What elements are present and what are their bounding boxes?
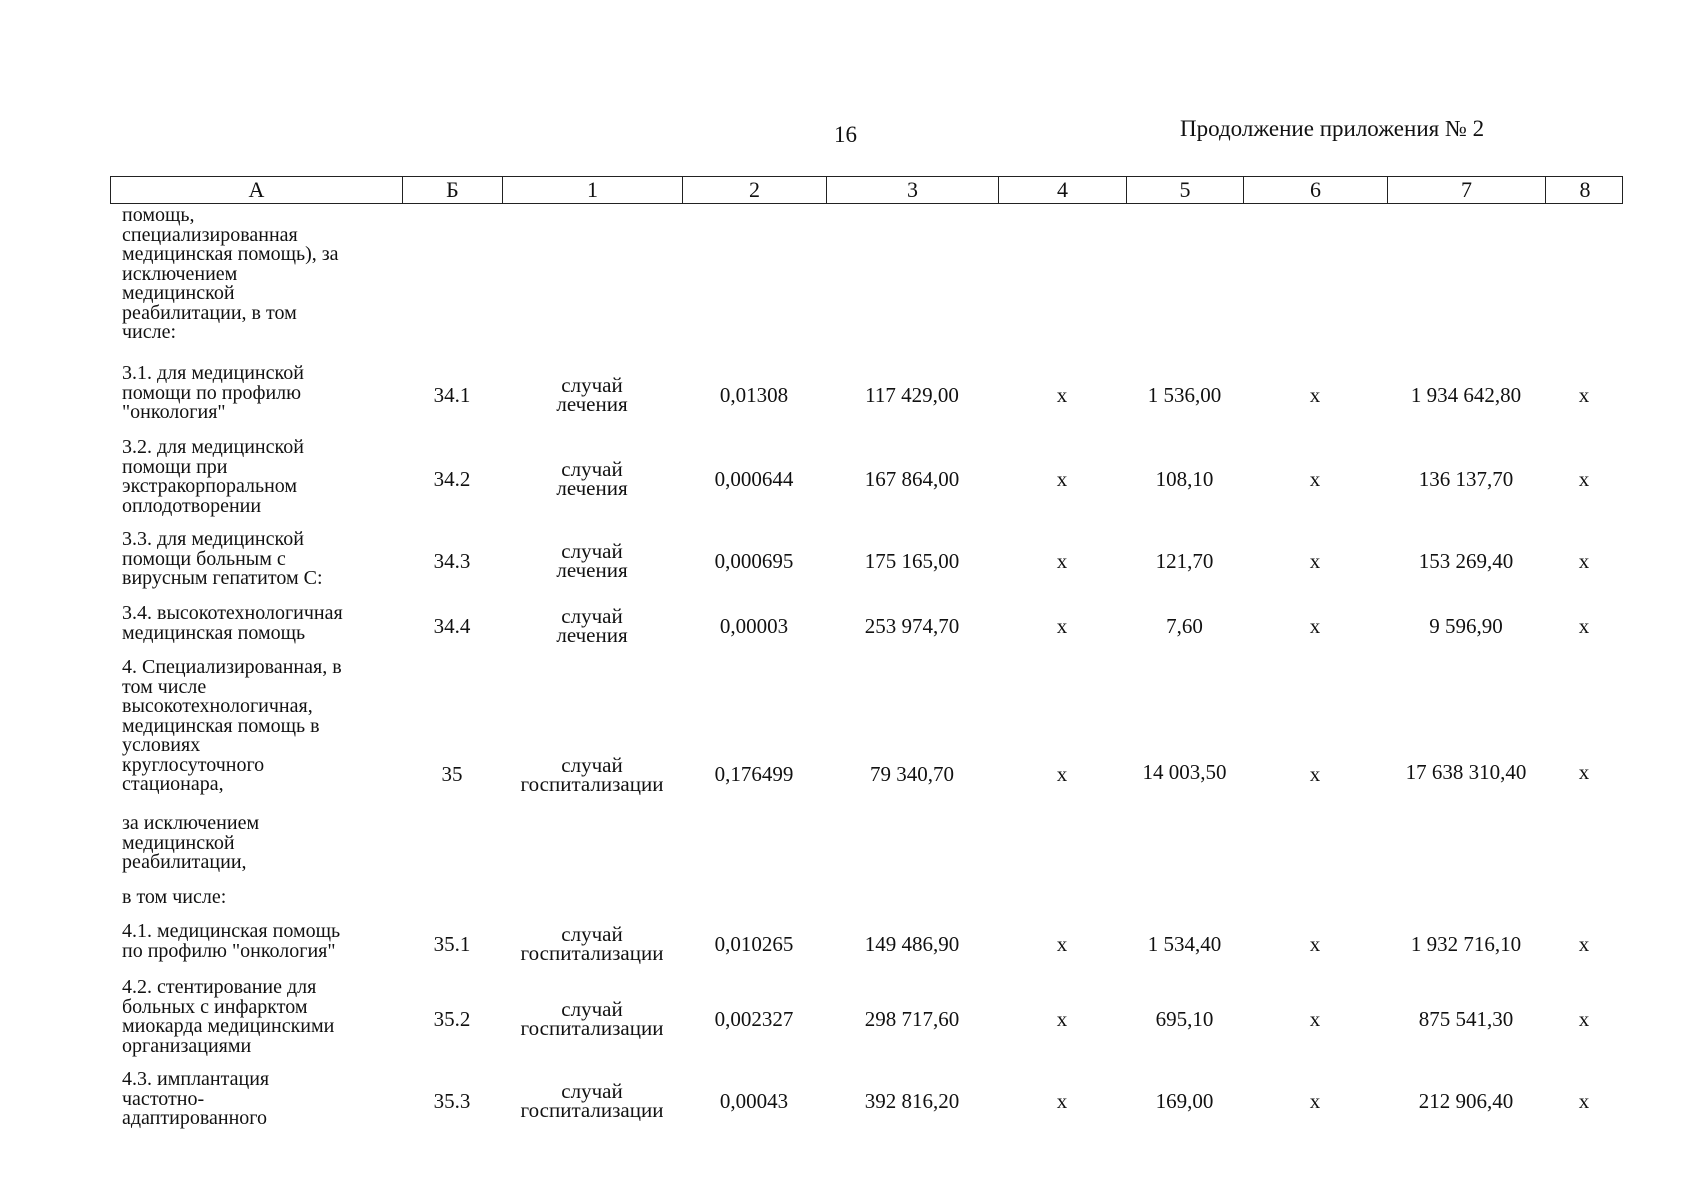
row-unit: случай лечения [556, 457, 628, 500]
column-header-2: 2 [683, 177, 827, 203]
row-col-7: 9 596,90 [1429, 614, 1503, 638]
row-col-2: 0,176499 [714, 762, 794, 786]
row-name: 3.4. высокотехнологичная медицинская помощь [122, 602, 343, 644]
row-col-8: х [1578, 1089, 1590, 1113]
table-row [0, 206, 1701, 352]
row-col-2: 0,01308 [719, 383, 789, 407]
row-name: помощь, специализированная медицинская помощь), за исключением медицинской реабилитации, в том числе: [122, 204, 339, 343]
page-number: 16 [834, 122, 857, 147]
row-name: за исключением медицинской реабилитации, [122, 812, 260, 873]
row-col-2: 0,00043 [719, 1089, 789, 1113]
row-name: 4. Специализированная, в том числе высокотехнологичная, медицинская помощь в условиях круглосуточного стационара, [122, 656, 342, 795]
row-col-3: 175 165,00 [864, 549, 960, 573]
row-col-4: х [1056, 1089, 1068, 1113]
row-col-7: 875 541,30 [1418, 1007, 1514, 1031]
row-col-5: 108,10 [1155, 467, 1214, 491]
column-header-a: А [111, 177, 403, 203]
row-col-2: 0,000695 [714, 549, 794, 573]
row-unit: случай лечения [556, 373, 628, 416]
table-row [0, 364, 1701, 426]
row-col-6: х [1309, 614, 1321, 638]
row-col-6: х [1309, 549, 1321, 573]
row-col-3: 117 429,00 [865, 383, 959, 407]
row-col-5: 121,70 [1155, 549, 1214, 573]
column-header-7: 7 [1388, 177, 1546, 203]
column-header-1: 1 [503, 177, 683, 203]
row-col-2: 0,002327 [714, 1007, 794, 1031]
row-col-3: 149 486,90 [864, 932, 960, 956]
table-row [0, 814, 1701, 876]
row-col-4: х [1056, 762, 1068, 786]
row-unit: случай лечения [556, 539, 628, 582]
row-code: 34.4 [433, 614, 471, 638]
row-name: 4.2. стентирование для больных с инфарктом миокарда медицинскими организациями [122, 976, 335, 1057]
row-col-3: 392 816,20 [864, 1089, 960, 1113]
column-header-4: 4 [999, 177, 1127, 203]
table-row [0, 530, 1701, 592]
row-col-5: 7,60 [1166, 614, 1203, 638]
table-row [0, 1070, 1701, 1132]
row-col-7: 17 638 310,40 [1405, 760, 1527, 784]
row-col-4: х [1056, 932, 1068, 956]
column-header-b: Б [403, 177, 503, 203]
column-header-5: 5 [1127, 177, 1244, 203]
row-col-7: 212 906,40 [1418, 1089, 1514, 1113]
table-row [0, 888, 1701, 912]
row-col-8: х [1578, 383, 1590, 407]
row-col-3: 298 717,60 [864, 1007, 960, 1031]
table-row [0, 978, 1701, 1060]
row-col-5: 14 003,50 [1142, 760, 1227, 784]
column-header-8: 8 [1579, 177, 1591, 202]
row-code: 34.1 [433, 383, 471, 407]
table-row [0, 438, 1701, 520]
row-col-8: х [1578, 1007, 1590, 1031]
row-col-5: 1 534,40 [1147, 932, 1222, 956]
row-col-8: х [1578, 760, 1590, 784]
row-col-2: 0,00003 [719, 614, 789, 638]
row-name: 3.2. для медицинской помощи при экстракорпоральном оплодотворении [122, 436, 304, 517]
row-col-8: х [1578, 932, 1590, 956]
row-unit: случай лечения [556, 604, 628, 647]
row-col-6: х [1309, 762, 1321, 786]
row-col-4: х [1056, 467, 1068, 491]
appendix-continuation-header: Продолжение приложения № 2 [1180, 116, 1485, 141]
row-col-3: 253 974,70 [864, 614, 960, 638]
row-col-4: х [1056, 549, 1068, 573]
row-col-2: 0,000644 [714, 467, 794, 491]
row-col-8: х [1578, 467, 1590, 491]
row-name: 4.1. медицинская помощь по профилю "онкология" [122, 920, 341, 962]
column-header-3: 3 [827, 177, 999, 203]
row-col-4: х [1056, 614, 1068, 638]
table-column-header [110, 176, 1623, 204]
row-code: 35.1 [433, 932, 471, 956]
row-code: 35.2 [433, 1007, 471, 1031]
row-col-7: 1 934 642,80 [1410, 383, 1522, 407]
row-name: 4.3. имплантация частотно- адаптированного [122, 1068, 270, 1129]
row-unit: случай госпитализации [520, 1079, 664, 1122]
table-row [0, 604, 1701, 648]
row-col-8: х [1578, 614, 1590, 638]
row-unit: случай госпитализации [520, 753, 664, 796]
row-code: 35 [441, 762, 463, 786]
row-col-6: х [1309, 1007, 1321, 1031]
row-col-6: х [1309, 383, 1321, 407]
row-col-8: х [1578, 549, 1590, 573]
row-col-5: 169,00 [1155, 1089, 1214, 1113]
row-name: в том числе: [122, 886, 227, 908]
row-col-3: 79 340,70 [870, 762, 954, 786]
table-row [0, 922, 1701, 966]
row-col-7: 153 269,40 [1418, 549, 1514, 573]
row-code: 34.3 [433, 549, 471, 573]
row-col-5: 1 536,00 [1147, 383, 1222, 407]
row-col-2: 0,010265 [714, 932, 794, 956]
row-col-7: 136 137,70 [1418, 467, 1514, 491]
row-col-6: х [1309, 467, 1321, 491]
row-col-7: 1 932 716,10 [1410, 932, 1522, 956]
row-unit: случай госпитализации [520, 997, 664, 1040]
row-name: 3.3. для медицинской помощи больным с вирусным гепатитом С: [122, 528, 323, 589]
column-header-6: 6 [1244, 177, 1388, 203]
row-col-4: х [1056, 1007, 1068, 1031]
row-code: 34.2 [433, 467, 471, 491]
row-col-5: 695,10 [1155, 1007, 1214, 1031]
row-col-4: х [1056, 383, 1068, 407]
row-col-3: 167 864,00 [864, 467, 960, 491]
row-name: 3.1. для медицинской помощи по профилю "онкология" [122, 362, 304, 423]
row-code: 35.3 [433, 1089, 471, 1113]
table-row [0, 658, 1701, 806]
row-col-6: х [1309, 932, 1321, 956]
row-col-6: х [1309, 1089, 1321, 1113]
row-unit: случай госпитализации [520, 922, 664, 965]
